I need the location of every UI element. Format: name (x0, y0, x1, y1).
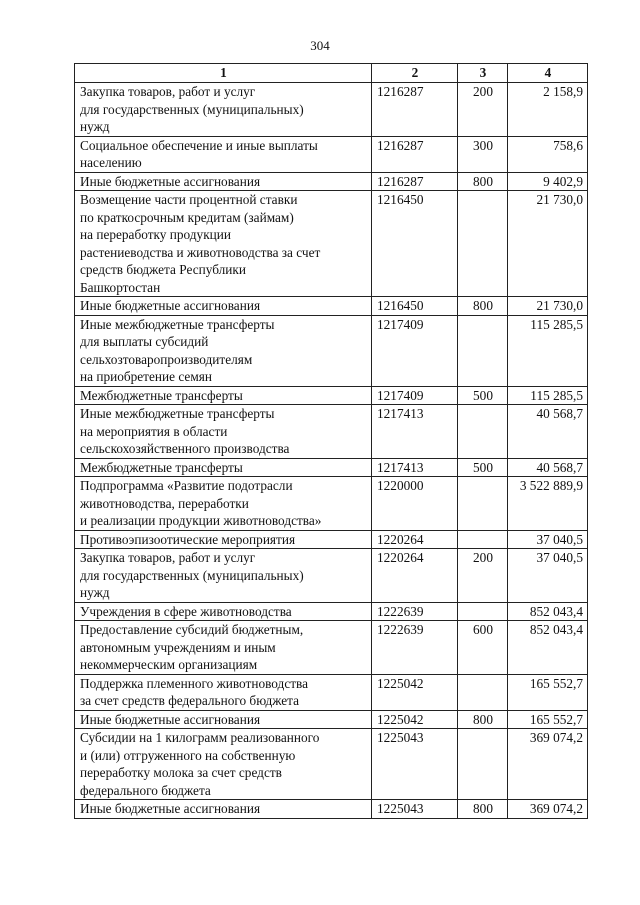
row-amount: 37 040,5 (508, 549, 588, 603)
description-line: нужд (80, 585, 110, 600)
description-line: для выплаты субсидий (80, 334, 209, 349)
description-line: и реализации продукции животноводства» (80, 513, 322, 528)
row-description (75, 136, 372, 172)
row-description (75, 800, 372, 819)
description-line: Башкортостан (80, 279, 161, 295)
row-amount: 3 522 889,9 (508, 477, 588, 531)
description-line: для государственных (муниципальных) (80, 567, 304, 583)
row-amount: 369 074,2 (508, 800, 588, 819)
description-line: Иные бюджетные ассигнования (80, 801, 261, 816)
row-code: 1225042 (372, 710, 458, 729)
row-amount: 115 285,5 (508, 386, 588, 405)
description-line: Предоставление субсидий бюджетным, (80, 622, 304, 637)
row-type: 300 (458, 136, 508, 172)
row-description (75, 530, 372, 549)
row-type (458, 729, 508, 800)
row-description (75, 297, 372, 316)
row-type: 800 (458, 172, 508, 191)
row-type: 600 (458, 621, 508, 675)
row-code: 1217409 (372, 386, 458, 405)
row-description (75, 602, 372, 621)
row-type (458, 405, 508, 459)
description-line: переработку молока за счет средств (80, 765, 282, 780)
description-line: на мероприятия в области (80, 423, 228, 439)
table-row (75, 674, 588, 710)
row-amount: 165 552,7 (508, 710, 588, 729)
row-amount: 758,6 (508, 136, 588, 172)
row-amount: 165 552,7 (508, 674, 588, 710)
table-row (75, 477, 588, 531)
column-header-code: 2 (372, 64, 458, 83)
table-row (75, 136, 588, 172)
description-line: Межбюджетные трансферты (80, 387, 243, 403)
description-line: средств бюджета Республики (80, 262, 246, 277)
row-type: 200 (458, 549, 508, 603)
table-row (75, 729, 588, 800)
row-description (75, 386, 372, 405)
row-code: 1216287 (372, 136, 458, 172)
description-line: Иные бюджетные ассигнования (80, 173, 261, 189)
row-description (75, 315, 372, 386)
row-type (458, 602, 508, 621)
description-line: Противоэпизоотические мероприятия (80, 531, 296, 547)
table-row (75, 315, 588, 386)
row-type (458, 530, 508, 549)
row-amount: 21 730,0 (508, 297, 588, 316)
row-amount: 852 043,4 (508, 602, 588, 621)
row-description (75, 83, 372, 137)
row-description (75, 549, 372, 603)
description-line: автономным учреждениям и иным (80, 639, 276, 655)
row-code: 1217413 (372, 405, 458, 459)
table-row (75, 621, 588, 675)
table-header-row (75, 64, 588, 83)
row-type: 500 (458, 386, 508, 405)
row-amount: 37 040,5 (508, 530, 588, 549)
row-amount: 9 402,9 (508, 172, 588, 191)
row-code: 1225042 (372, 674, 458, 710)
description-line: за счет средств федерального бюджета (80, 693, 300, 708)
row-code: 1216287 (372, 172, 458, 191)
description-line: Закупка товаров, работ и услуг (80, 84, 256, 99)
table-row (75, 549, 588, 603)
row-code: 1216450 (372, 297, 458, 316)
row-type: 800 (458, 710, 508, 729)
description-line: Иные бюджетные ассигнования (80, 298, 261, 313)
row-amount: 115 285,5 (508, 315, 588, 386)
row-type: 800 (458, 800, 508, 819)
row-code: 1220264 (372, 549, 458, 603)
row-type (458, 477, 508, 531)
row-amount: 40 568,7 (508, 405, 588, 459)
description-line: Учреждения в сфере животноводства (80, 603, 292, 619)
table-row (75, 602, 588, 621)
row-code: 1222639 (372, 621, 458, 675)
column-header-description: 1 (75, 64, 372, 83)
description-line: сельскохозяйственного производства (80, 441, 290, 456)
description-line: Межбюджетные трансферты (80, 459, 243, 475)
row-code: 1220264 (372, 530, 458, 549)
table-row (75, 386, 588, 405)
table-row (75, 458, 588, 477)
row-type (458, 315, 508, 386)
description-line: Иные межбюджетные трансферты (80, 406, 275, 421)
row-description (75, 477, 372, 531)
row-type: 500 (458, 458, 508, 477)
column-header-amount: 4 (508, 64, 588, 83)
row-description (75, 729, 372, 800)
row-type (458, 674, 508, 710)
table-row (75, 191, 588, 297)
description-line: Субсидии на 1 килограмм реализованного (80, 730, 320, 745)
row-description (75, 674, 372, 710)
row-code: 1216287 (372, 83, 458, 137)
description-line: на переработку продукции (80, 227, 232, 242)
table-row (75, 530, 588, 549)
table-row (75, 800, 588, 819)
row-description (75, 621, 372, 675)
row-code: 1217409 (372, 315, 458, 386)
description-line: Закупка товаров, работ и услуг (80, 550, 256, 565)
row-amount: 852 043,4 (508, 621, 588, 675)
column-header-type: 3 (458, 64, 508, 83)
description-line: для государственных (муниципальных) (80, 101, 304, 117)
row-amount: 2 158,9 (508, 83, 588, 137)
description-line: по краткосрочным кредитам (займам) (80, 209, 294, 225)
row-description (75, 458, 372, 477)
row-description (75, 405, 372, 459)
description-line: населению (80, 155, 142, 170)
row-code: 1225043 (372, 800, 458, 819)
row-description (75, 172, 372, 191)
description-line: растениеводства и животноводства за счет (80, 244, 321, 260)
description-line: Социальное обеспечение и иные выплаты (80, 137, 318, 153)
description-line: нужд (80, 119, 110, 134)
description-line: Подпрограмма «Развитие подотрасли (80, 478, 293, 493)
table-row (75, 405, 588, 459)
description-line: Иные межбюджетные трансферты (80, 316, 275, 332)
description-line: и (или) отгруженного на собственную (80, 747, 296, 763)
description-line: некоммерческим организациям (80, 657, 258, 672)
row-code: 1225043 (372, 729, 458, 800)
row-code: 1217413 (372, 458, 458, 477)
description-line: сельхозтоваропроизводителям (80, 351, 253, 367)
row-description (75, 191, 372, 297)
description-line: на приобретение семян (80, 369, 212, 384)
table-row (75, 83, 588, 137)
table-body (75, 83, 588, 819)
page-number: 304 (310, 38, 330, 53)
budget-table (74, 63, 588, 819)
table-row (75, 172, 588, 191)
description-line: федерального бюджета (80, 782, 211, 798)
row-code: 1220000 (372, 477, 458, 531)
row-amount: 40 568,7 (508, 458, 588, 477)
row-type: 200 (458, 83, 508, 137)
description-line: животноводства, переработки (80, 495, 249, 511)
description-line: Поддержка племенного животноводства (80, 675, 309, 691)
row-type (458, 191, 508, 297)
table-row (75, 710, 588, 729)
row-description (75, 710, 372, 729)
row-amount: 21 730,0 (508, 191, 588, 297)
row-code: 1222639 (372, 602, 458, 621)
table-row (75, 297, 588, 316)
description-line: Иные бюджетные ассигнования (80, 711, 261, 727)
description-line: Возмещение части процентной ставки (80, 192, 298, 207)
row-amount: 369 074,2 (508, 729, 588, 800)
row-code: 1216450 (372, 191, 458, 297)
row-type: 800 (458, 297, 508, 316)
